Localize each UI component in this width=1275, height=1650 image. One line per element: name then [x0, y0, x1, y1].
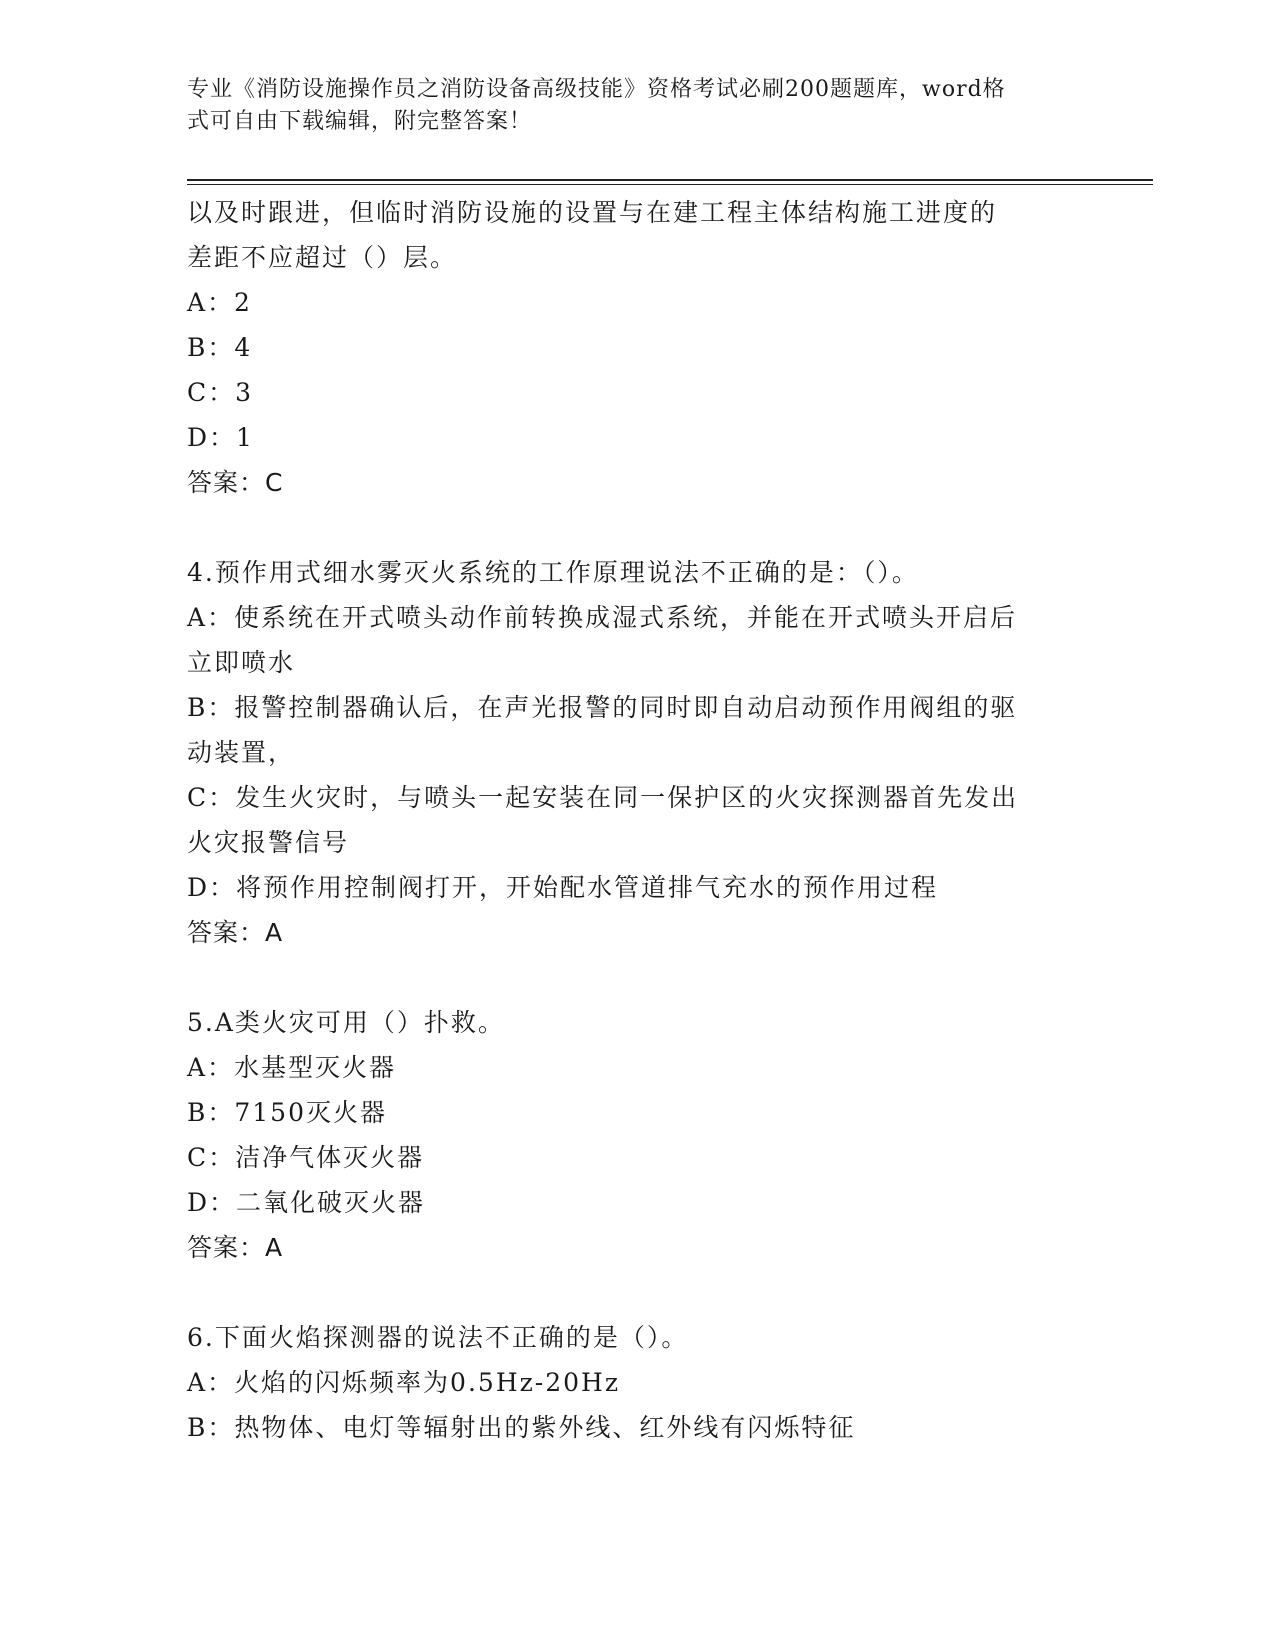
option-b: B：4: [187, 333, 253, 362]
option-b: B：热物体、电灯等辐射出的紫外线、红外线有闪烁特征: [187, 1413, 856, 1442]
question-5: [187, 1000, 1087, 1270]
option-a: A：水基型灭火器: [187, 1053, 397, 1082]
question-3: [187, 190, 1087, 505]
header-rule-thick: [187, 179, 1153, 181]
question-text: 4.预作用式细水雾灭火系统的工作原理说法不正确的是：（）。: [187, 558, 919, 587]
option-b-line-2: 动装置，: [187, 738, 296, 767]
option-c: C：洁净气体灭火器: [187, 1143, 425, 1172]
answer: 答案：A: [187, 1233, 284, 1262]
header-line-1: 专业《消防设施操作员之消防设备高级技能》资格考试必刷200题题库，word格: [187, 77, 1006, 102]
option-a: A：2: [187, 288, 252, 317]
option-b-line-1: B：报警控制器确认后，在声光报警的同时即自动启动预作用阀组的驱: [187, 693, 1018, 722]
header-rule-thin: [187, 184, 1153, 185]
option-c-line-2: 火灾报警信号: [187, 828, 350, 857]
option-a-line-1: A：使系统在开式喷头动作前转换成湿式系统，并能在开式喷头开启后: [187, 603, 1018, 632]
option-a-line-2: 立即喷水: [187, 648, 296, 677]
option-a: A：火焰的闪烁频率为0.5Hz-20Hz: [187, 1368, 621, 1397]
question-text: 6.下面火焰探测器的说法不正确的是（）。: [187, 1323, 689, 1352]
question-text-line: 以及时跟进，但临时消防设施的设置与在建工程主体结构施工进度的: [187, 198, 998, 227]
option-d: D：二氧化破灭火器: [187, 1188, 426, 1217]
question-text: 5.A类火灾可用（）扑救。: [187, 1008, 505, 1037]
option-c-line-1: C：发生火灾时，与喷头一起安装在同一保护区的火灾探测器首先发出: [187, 783, 1019, 812]
question-6: [187, 1315, 1087, 1450]
question-content: [187, 190, 1087, 1450]
answer: 答案：A: [187, 918, 284, 947]
option-d: D：将预作用控制阀打开，开始配水管道排气充水的预作用过程: [187, 873, 939, 902]
question-4: [187, 550, 1087, 955]
option-b: B：7150灭火器: [187, 1098, 387, 1127]
option-d: D：1: [187, 423, 254, 452]
header-line-2: 式可自由下载编辑，附完整答案！: [187, 109, 533, 134]
answer: 答案：C: [187, 468, 284, 497]
document-header: [187, 74, 1067, 138]
question-text-line: 差距不应超过（）层。: [187, 243, 458, 272]
option-c: C：3: [187, 378, 254, 407]
